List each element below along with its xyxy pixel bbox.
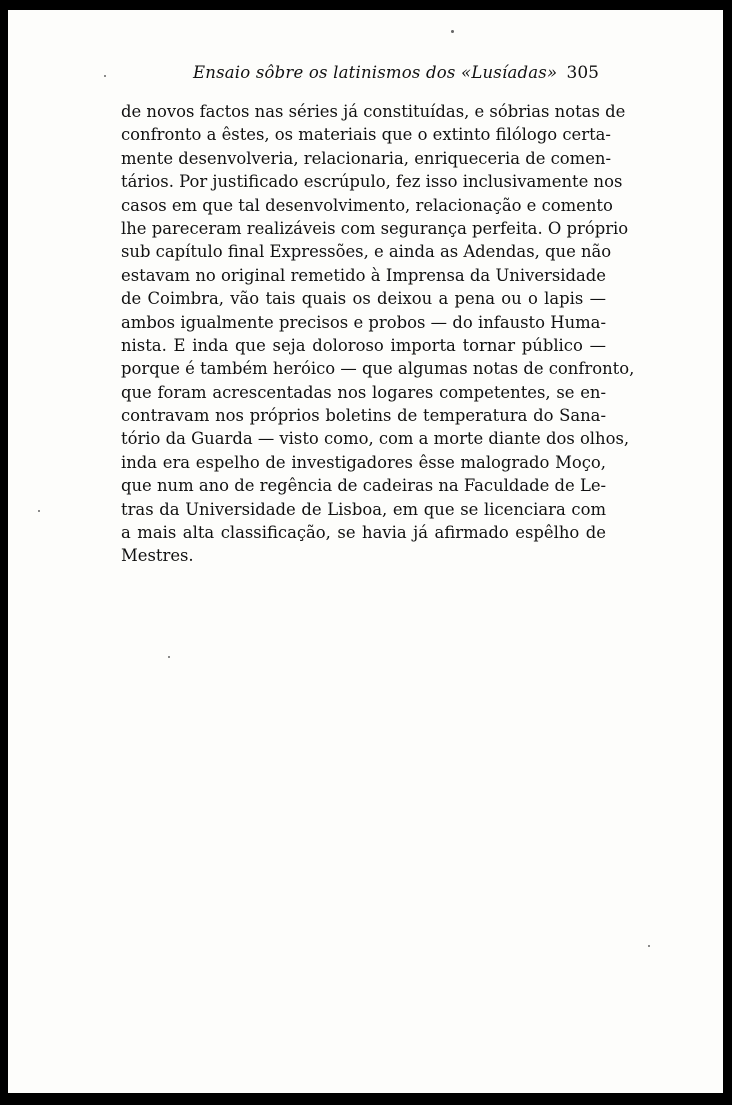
text-line: tras da Universidade de Lisboa, em que se licenciara com (121, 499, 606, 519)
text-line: estavam no original remetido à Imprensa da Universidade (121, 265, 606, 285)
book-page (8, 10, 723, 1093)
paper-speck (451, 30, 454, 33)
text-line: Mestres. (121, 546, 194, 566)
text-line: contravam nos próprios boletins de temperatura do Sana- (121, 406, 606, 426)
text-line: ambos igualmente precisos e probos — do infausto Huma- (121, 312, 606, 332)
text-line: lhe pareceram realizáveis com segurança perfeita. O próprio (121, 218, 629, 238)
text-line: mente desenvolveria, relacionaria, enriqueceria de comen- (121, 148, 611, 168)
paper-speck (38, 510, 40, 512)
text-line: casos em que tal desenvolvimento, relacionação e comento (121, 195, 613, 215)
running-head (193, 63, 613, 89)
paper-speck (648, 945, 650, 947)
text-line: porque é também heróico — que algumas notas de confronto, (121, 359, 635, 379)
paper-speck (104, 75, 106, 77)
text-line: a mais alta classificação, se havia já afirmado espêlho de (121, 523, 606, 543)
text-line: que foram acrescentadas nos logares competentes, se en- (121, 382, 606, 402)
paper-speck (168, 656, 170, 658)
page-number: 305 (566, 63, 599, 83)
text-line: de Coimbra, vão tais quais os deixou a pena ou o lapis — (121, 289, 606, 309)
text-line: de novos factos nas séries já constituídas, e sóbrias notas de (121, 102, 626, 121)
text-line: que num ano de regência de cadeiras na Faculdade de Le- (121, 476, 607, 496)
text-line: nista. E inda que seja doloroso importa tornar público — (121, 335, 606, 355)
text-line: sub capítulo final Expressões, e ainda as Adendas, que não (121, 242, 612, 262)
text-line: tários. Por justificado escrúpulo, fez isso inclusivamente nos (121, 172, 623, 192)
text-line: confronto a êstes, os materiais que o extinto filólogo certa- (121, 125, 611, 145)
text-line: tório da Guarda — visto como, com a morte diante dos olhos, (121, 429, 630, 449)
body-paragraph (121, 100, 635, 568)
text-line: inda era espelho de investigadores êsse malogrado Moço, (121, 452, 606, 472)
running-title: Ensaio sôbre os latinismos dos «Lusíadas» (193, 63, 558, 82)
